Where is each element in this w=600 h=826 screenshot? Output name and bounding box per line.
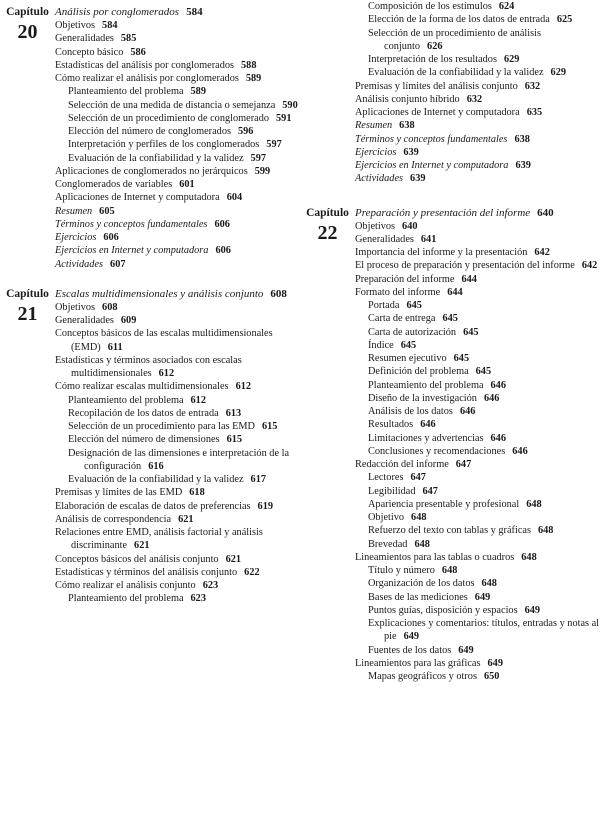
entry-page-number: 641 — [420, 233, 437, 245]
toc-entry-diseno-de-la-investigacion[interactable] — [368, 392, 600, 405]
entry-title: Evaluación de la confiabilidad y la validez — [68, 474, 244, 485]
entry-page-number: 649 — [403, 631, 420, 643]
toc-entry-terminos-y-conceptos-fundamentales[interactable] — [55, 218, 300, 231]
entry-title: Preparación y presentación del informe — [355, 206, 531, 219]
entry-page-number: 612 — [235, 381, 252, 393]
toc-entry-premisas-y-limites-de-las-emd[interactable] — [55, 486, 300, 499]
entry-title: Evaluación de la confiabilidad y la validez — [68, 152, 244, 164]
toc-entry-list — [55, 5, 300, 271]
entry-page-number: 638 — [399, 120, 415, 132]
toc-entry-seleccion-de-una-medida-de-distancia-o-semejanza[interactable] — [68, 99, 300, 112]
entry-page-number: 642 — [534, 247, 550, 258]
entry-title: Generalidades — [355, 233, 414, 245]
entry-title: Organización de los datos — [368, 578, 475, 590]
toc-entry-generalidades[interactable] — [55, 32, 300, 45]
entry-page-number: 615 — [262, 421, 278, 432]
toc-entry-lineamientos-para-las-graficas[interactable] — [355, 657, 600, 670]
entry-title: Índice — [368, 339, 394, 351]
entry-title: Lineamientos para las tablas o cuadros — [355, 551, 515, 563]
entry-page-number: 622 — [244, 566, 260, 578]
entry-page-number: 597 — [250, 152, 266, 164]
chapter-heading — [0, 5, 55, 43]
entry-title: Importancia del informe y la presentación — [355, 247, 528, 258]
entry-title: Objetivos — [55, 301, 96, 313]
entry-title: Conclusiones y recomendaciones — [368, 445, 506, 457]
toc-entry-evaluacion-de-la-confiabilidad-y-la-validez[interactable] — [68, 473, 300, 486]
entry-page-number: 649 — [458, 644, 474, 656]
toc-entry-evaluacion-de-la-confiabilidad-y-la-validez[interactable] — [68, 152, 300, 165]
toc-entry-elaboracion-de-escalas-de-datos-de-preferencias[interactable] — [55, 500, 300, 513]
toc-entry-seleccion-de-un-procedimiento-de-conglomerado[interactable] — [68, 112, 300, 125]
chapter-22-block — [300, 206, 600, 684]
toc-entry-analisis-de-los-datos[interactable] — [368, 405, 600, 418]
entry-title: Definición del problema — [368, 366, 469, 378]
entry-page-number: 648 — [526, 498, 542, 510]
entry-page-number: 640 — [537, 206, 554, 219]
entry-title: Apariencia presentable y profesional — [368, 498, 520, 510]
entry-page-number: 606 — [103, 232, 119, 243]
toc-entry-estadisticas-y-terminos-asociados-con-escalas-multidimensionales[interactable] — [55, 354, 300, 381]
entry-page-number: 625 — [556, 14, 573, 26]
entry-title: Objetivos — [355, 220, 396, 232]
entry-page-number: 647 — [422, 485, 438, 497]
toc-entry-generalidades[interactable] — [355, 233, 600, 246]
toc-entry-seleccion-de-un-procedimiento-de-analisis-conjunto[interactable] — [368, 27, 600, 54]
entry-page-number: 632 — [524, 80, 541, 92]
toc-entry-ejercicios[interactable] — [55, 231, 300, 244]
chapter-20-block — [0, 5, 300, 271]
chapter-title-entry[interactable] — [55, 287, 300, 301]
entry-page-number: 645 — [400, 339, 417, 351]
entry-page-number: 591 — [276, 112, 292, 124]
toc-entry-planteamiento-del-problema[interactable] — [368, 379, 600, 392]
toc-entry-carta-de-entrega[interactable] — [368, 312, 600, 325]
entry-page-number: 645 — [475, 366, 492, 378]
toc-entry-evaluacion-de-la-confiabilidad-y-la-validez[interactable] — [368, 66, 600, 79]
entry-page-number: 648 — [441, 565, 458, 576]
entry-title: Elección de la forma de los datos de entrada — [368, 14, 550, 26]
entry-title: Aplicaciones de Internet y computadora — [55, 192, 220, 204]
toc-entry-portada[interactable] — [368, 299, 600, 312]
toc-entry-planteamiento-del-problema[interactable] — [68, 592, 300, 605]
entry-title: Cómo realizar el análisis conjunto — [55, 580, 196, 591]
entry-title: Generalidades — [55, 33, 114, 45]
chapter-label: Capítulo — [6, 287, 49, 300]
toc-entry-como-realizar-el-analisis-por-conglomerados[interactable] — [55, 72, 300, 85]
toc-entry-formato-del-informe[interactable] — [355, 286, 600, 299]
entry-page-number: 639 — [515, 160, 531, 171]
toc-entry-resultados[interactable] — [368, 418, 600, 431]
entry-page-number: 599 — [254, 165, 271, 177]
toc-entry-actividades[interactable] — [55, 258, 300, 271]
entry-page-number: 615 — [226, 434, 243, 446]
entry-page-number: 647 — [410, 472, 426, 484]
entry-title: Relaciones entre EMD, análisis factorial y análisis discriminante — [55, 527, 263, 552]
entry-title: Ejercicios en Internet y computadora — [355, 160, 509, 171]
entry-page-number: 629 — [550, 67, 566, 79]
entry-title: Bases de las mediciones — [368, 591, 468, 603]
entry-title: Análisis por conglomerados — [55, 6, 180, 18]
entry-page-number: 649 — [487, 657, 503, 669]
entry-page-number: 621 — [225, 553, 242, 565]
entry-page-number: 645 — [453, 353, 470, 364]
entry-page-number: 621 — [134, 540, 150, 552]
entry-title: Elección del número de conglomerados — [68, 126, 231, 137]
entry-title: Términos y conceptos fundamentales — [355, 133, 508, 145]
entry-page-number: 584 — [186, 6, 203, 18]
entry-title: Conceptos básicos del análisis conjunto — [55, 553, 219, 565]
entry-title: Puntos guías, disposición y espacios — [368, 604, 518, 616]
toc-entry-como-realizar-escalas-multidimensionales[interactable] — [55, 380, 300, 393]
entry-title: Fuentes de los datos — [368, 644, 452, 656]
entry-title: Premisas y límites del análisis conjunto — [355, 80, 518, 92]
entry-page-number: 618 — [189, 487, 205, 499]
entry-page-number: 597 — [266, 139, 282, 151]
entry-page-number: 626 — [427, 40, 443, 52]
toc-entry-explicaciones-y-comentarios-titulos-entradas-y-notas-al-pie[interactable] — [368, 617, 600, 644]
entry-page-number: 635 — [526, 107, 543, 118]
toc-entry-apariencia-presentable-y-profesional[interactable] — [368, 498, 600, 511]
entry-title: Composición de los estímulos — [368, 1, 492, 12]
toc-entry-concepto-basico[interactable] — [55, 46, 300, 59]
entry-page-number: 585 — [120, 33, 137, 45]
entry-page-number: 605 — [99, 205, 115, 217]
entry-page-number: 607 — [110, 258, 126, 270]
entry-title: Limitaciones y advertencias — [368, 432, 484, 444]
entry-page-number: 596 — [237, 126, 254, 137]
toc-entry-ejercicios[interactable] — [355, 146, 600, 159]
entry-title: Generalidades — [55, 315, 114, 326]
entry-title: Conceptos básicos de las escalas multidimensionales (EMD) — [55, 328, 273, 353]
toc-entry-estadisticas-del-analisis-por-conglomerados[interactable] — [55, 59, 300, 72]
entry-title: Planteamiento del problema — [68, 86, 184, 98]
toc-entry-indice[interactable] — [368, 339, 600, 352]
toc-entry-conglomerados-de-variables[interactable] — [55, 178, 300, 191]
entry-title: Cómo realizar escalas multidimensionales — [55, 381, 229, 393]
toc-entry-objetivos[interactable] — [55, 19, 300, 32]
entry-page-number: 611 — [107, 341, 123, 353]
toc-entry-generalidades[interactable] — [55, 314, 300, 327]
entry-title: Carta de autorización — [368, 326, 457, 338]
chapter-21-block — [0, 287, 300, 606]
entry-page-number: 642 — [581, 260, 598, 272]
entry-page-number: 608 — [270, 287, 287, 300]
entry-title: Planteamiento del problema — [68, 593, 184, 605]
toc-entry-aplicaciones-de-internet-y-computadora[interactable] — [55, 191, 300, 204]
toc-entry-aplicaciones-de-internet-y-computadora[interactable] — [355, 106, 600, 119]
toc-entry-el-proceso-de-preparacion-y-presentacion-del-informe[interactable] — [355, 259, 600, 272]
entry-page-number: 647 — [455, 459, 472, 470]
chapter-heading — [300, 206, 355, 244]
entry-page-number: 589 — [245, 73, 262, 84]
toc-entry-importancia-del-informe-y-la-presentacion[interactable] — [355, 246, 600, 259]
toc-entry-organizacion-de-los-datos[interactable] — [368, 577, 600, 590]
toc-entry-aplicaciones-de-conglomerados-no-jerarquicos[interactable] — [55, 165, 300, 178]
toc-entry-mapas-geograficos-y-otros[interactable] — [368, 670, 600, 683]
entry-title: Cómo realizar el análisis por conglomerados — [55, 73, 239, 84]
entry-page-number: 589 — [190, 86, 206, 98]
chapter-label: Capítulo — [306, 206, 349, 219]
entry-page-number: 606 — [215, 245, 231, 257]
entry-title: Lineamientos para las gráficas — [355, 657, 481, 669]
entry-title: El proceso de preparación y presentación del informe — [355, 260, 575, 272]
toc-entry-puntos-guias-disposicion-y-espacios[interactable] — [368, 604, 600, 617]
toc-entry-conceptos-basicos-de-las-escalas-multidimensionales-emd[interactable] — [55, 327, 300, 354]
entry-title: Aplicaciones de conglomerados no jerárquicos — [55, 165, 248, 177]
entry-title: Portada — [368, 300, 400, 311]
chapter-number: 20 — [17, 21, 38, 43]
entry-title: Resumen ejecutivo — [368, 353, 447, 364]
entry-title: Evaluación de la confiabilidad y la validez — [368, 67, 544, 79]
toc-entry-bases-de-las-mediciones[interactable] — [368, 591, 600, 604]
entry-page-number: 648 — [521, 551, 537, 563]
entry-title: Aplicaciones de Internet y computadora — [355, 107, 520, 118]
toc-entry-terminos-y-conceptos-fundamentales[interactable] — [355, 133, 600, 146]
toc-entry-carta-de-autorizacion[interactable] — [368, 326, 600, 339]
entry-title: Elaboración de escalas de datos de preferencias — [55, 500, 251, 512]
entry-title: Escalas multidimensionales y análisis conjunto — [55, 287, 264, 300]
entry-title: Estadísticas y términos del análisis conjunto — [55, 566, 238, 578]
entry-page-number: 609 — [120, 315, 137, 326]
toc-left-column — [0, 0, 300, 606]
entry-title: Carta de entrega — [368, 313, 436, 325]
toc-entry-definicion-del-problema[interactable] — [368, 365, 600, 378]
entry-title: Resultados — [368, 419, 414, 431]
entry-title: Análisis conjunto híbrido — [355, 93, 460, 105]
toc-entry-preparacion-del-informe[interactable] — [355, 273, 600, 286]
toc-entry-estadisticas-y-terminos-del-analisis-conjunto[interactable] — [55, 566, 300, 579]
toc-entry-objetivos[interactable] — [355, 220, 600, 233]
toc-entry-seleccion-de-un-procedimiento-para-las-emd[interactable] — [68, 420, 300, 433]
toc-entry-planteamiento-del-problema[interactable] — [68, 85, 300, 98]
toc-entry-objetivos[interactable] — [55, 301, 300, 314]
entry-title: Selección de un procedimiento para las EMD — [68, 421, 255, 432]
entry-title: Objetivo — [368, 512, 405, 523]
entry-page-number: 624 — [498, 1, 515, 12]
toc-entry-redaccion-del-informe[interactable] — [355, 458, 600, 471]
toc-entry-eleccion-de-la-forma-de-los-datos-de-entrada[interactable] — [368, 13, 600, 26]
entry-title: Brevedad — [368, 538, 408, 550]
entry-page-number: 644 — [461, 273, 477, 285]
entry-page-number: 590 — [282, 99, 298, 111]
entry-title: Objetivos — [55, 20, 96, 31]
entry-title: Refuerzo del texto con tablas y gráficas — [368, 525, 531, 537]
entry-title: Interpretación de los resultados — [368, 54, 497, 65]
toc-entry-relaciones-entre-emd-analisis-factorial-y-analisis-discriminante[interactable] — [55, 526, 300, 553]
entry-page-number: 649 — [524, 604, 541, 616]
entry-page-number: 645 — [406, 300, 422, 311]
entry-title: Mapas geográficos y otros — [368, 671, 477, 682]
toc-entry-composicion-de-los-estimulos[interactable] — [368, 0, 600, 13]
entry-page-number: 648 — [411, 512, 427, 523]
toc-entry-limitaciones-y-advertencias[interactable] — [368, 432, 600, 445]
entry-title: Estadísticas y términos asociados con escalas multidimensionales — [55, 354, 242, 379]
toc-entry-premisas-y-limites-del-analisis-conjunto[interactable] — [355, 80, 600, 93]
toc-entry-resumen-ejecutivo[interactable] — [368, 352, 600, 365]
toc-entry-planteamiento-del-problema[interactable] — [68, 394, 300, 407]
entry-page-number: 646 — [490, 379, 506, 391]
entry-page-number: 646 — [483, 392, 500, 404]
toc-entry-objetivo[interactable] — [368, 511, 600, 524]
entry-page-number: 612 — [158, 368, 175, 379]
entry-page-number: 604 — [226, 192, 243, 204]
entry-page-number: 617 — [250, 474, 266, 485]
toc-entry-analisis-de-correspondencia[interactable] — [55, 513, 300, 526]
entry-title: Designación de las dimensiones e interpretación de la configuración — [68, 447, 290, 472]
toc-entry-lectores[interactable] — [368, 471, 600, 484]
toc-entry-resumen[interactable] — [55, 205, 300, 218]
entry-title: Estadísticas del análisis por conglomerados — [55, 59, 235, 71]
entry-page-number: 586 — [130, 46, 146, 58]
toc-entry-designacion-de-las-dimensiones-e-interpretacion-de-la-configuracion[interactable] — [68, 447, 300, 474]
entry-title: Actividades — [55, 258, 104, 270]
entry-title: Preparación del informe — [355, 273, 455, 285]
entry-page-number: 623 — [202, 580, 219, 591]
toc-entry-analisis-conjunto-hibrido[interactable] — [355, 93, 600, 106]
entry-page-number: 645 — [463, 326, 479, 338]
entry-page-number: 646 — [420, 419, 436, 431]
entry-title: Planteamiento del problema — [68, 394, 184, 406]
entry-page-number: 645 — [442, 313, 458, 325]
toc-entry-eleccion-del-numero-de-dimensiones[interactable] — [68, 433, 300, 446]
toc-entry-refuerzo-del-texto-con-tablas-y-graficas[interactable] — [368, 524, 600, 537]
chapter-title-entry[interactable] — [55, 5, 300, 19]
toc-entry-eleccion-del-numero-de-conglomerados[interactable] — [68, 125, 300, 138]
toc-entry-interpretacion-de-los-resultados[interactable] — [368, 53, 600, 66]
entry-title: Concepto básico — [55, 46, 124, 58]
entry-title: Elección del número de dimensiones — [68, 434, 220, 446]
toc-entry-titulo-y-numero[interactable] — [368, 564, 600, 577]
chapter-title-entry[interactable] — [355, 206, 600, 220]
entry-title: Selección de un procedimiento de conglomerado — [68, 112, 270, 124]
entry-page-number: 584 — [102, 20, 118, 31]
entry-title: Conglomerados de variables — [55, 179, 173, 190]
entry-page-number: 649 — [474, 591, 491, 603]
chapter-continued-block — [300, 0, 600, 186]
entry-title: Actividades — [355, 173, 404, 185]
toc-entry-interpretacion-y-perfiles-de-los-conglomerados[interactable] — [68, 138, 300, 151]
entry-page-number: 640 — [402, 220, 418, 232]
entry-title: Formato del informe — [355, 286, 441, 298]
toc-entry-brevedad[interactable] — [368, 538, 600, 551]
entry-title: Resumen — [55, 205, 93, 217]
toc-entry-actividades[interactable] — [355, 172, 600, 185]
toc-entry-ejercicios-en-internet-y-computadora[interactable] — [55, 244, 300, 257]
entry-title: Análisis de los datos — [368, 406, 453, 417]
entry-title: Términos y conceptos fundamentales — [55, 218, 208, 230]
entry-page-number: 646 — [459, 406, 476, 417]
entry-page-number: 632 — [466, 93, 483, 105]
entry-title: Recopilación de los datos de entrada — [68, 407, 219, 419]
entry-title: Diseño de la investigación — [368, 392, 477, 404]
entry-title: Premisas y límites de las EMD — [55, 487, 183, 499]
entry-page-number: 648 — [537, 525, 554, 537]
toc-entry-lineamientos-para-las-tablas-o-cuadros[interactable] — [355, 551, 600, 564]
entry-page-number: 613 — [225, 407, 242, 419]
toc-entry-list — [355, 0, 600, 186]
entry-page-number: 621 — [178, 513, 194, 525]
toc-entry-fuentes-de-los-datos[interactable] — [368, 644, 600, 657]
entry-title: Interpretación y perfiles de los conglomerados — [68, 139, 260, 151]
entry-title: Selección de una medida de distancia o semejanza — [68, 99, 276, 111]
entry-page-number: 629 — [503, 54, 520, 65]
entry-page-number: 606 — [214, 218, 230, 230]
entry-page-number: 648 — [481, 578, 497, 590]
entry-title: Ejercicios — [55, 232, 97, 243]
chapter-number: 21 — [17, 302, 38, 325]
entry-page-number: 639 — [403, 146, 419, 158]
entry-title: Ejercicios en Internet y computadora — [55, 245, 209, 257]
entry-page-number: 619 — [257, 500, 273, 512]
entry-title: Lectores — [368, 472, 404, 484]
chapter-heading — [0, 287, 55, 325]
entry-page-number: 588 — [241, 59, 257, 71]
chapter-number: 22 — [317, 221, 338, 244]
entry-title: Planteamiento del problema — [368, 379, 484, 391]
entry-page-number: 601 — [179, 179, 195, 190]
entry-title: Explicaciones y comentarios: títulos, entradas y notas al pie — [368, 618, 600, 643]
toc-entry-list — [55, 287, 300, 606]
toc-entry-como-realizar-el-analisis-conjunto[interactable] — [55, 579, 300, 592]
entry-page-number: 650 — [483, 671, 500, 682]
toc-right-column — [300, 0, 600, 683]
entry-page-number: 638 — [514, 133, 530, 145]
entry-title: Selección de un procedimiento de análisis conjunto — [368, 27, 541, 52]
toc-entry-ejercicios-en-internet-y-computadora[interactable] — [355, 159, 600, 172]
chapter-label: Capítulo — [6, 6, 49, 18]
entry-page-number: 646 — [512, 445, 528, 457]
toc-entry-conceptos-basicos-del-analisis-conjunto[interactable] — [55, 553, 300, 566]
toc-entry-conclusiones-y-recomendaciones[interactable] — [368, 445, 600, 458]
entry-page-number: 646 — [490, 432, 506, 444]
entry-title: Ejercicios — [355, 146, 397, 158]
entry-page-number: 623 — [190, 593, 206, 605]
toc-entry-list — [355, 206, 600, 684]
toc-entry-recopilacion-de-los-datos-de-entrada[interactable] — [68, 407, 300, 420]
toc-entry-legibilidad[interactable] — [368, 485, 600, 498]
entry-title: Análisis de correspondencia — [55, 513, 172, 525]
entry-title: Resumen — [355, 120, 393, 132]
toc-entry-resumen[interactable] — [355, 119, 600, 132]
entry-page-number: 616 — [148, 460, 164, 472]
entry-page-number: 644 — [447, 286, 463, 298]
entry-title: Redacción del informe — [355, 459, 449, 470]
entry-page-number: 608 — [102, 301, 118, 313]
entry-title: Legibilidad — [368, 485, 416, 497]
entry-page-number: 639 — [410, 173, 426, 185]
entry-page-number: 648 — [414, 538, 430, 550]
entry-page-number: 612 — [190, 394, 206, 406]
entry-title: Título y número — [368, 565, 435, 576]
